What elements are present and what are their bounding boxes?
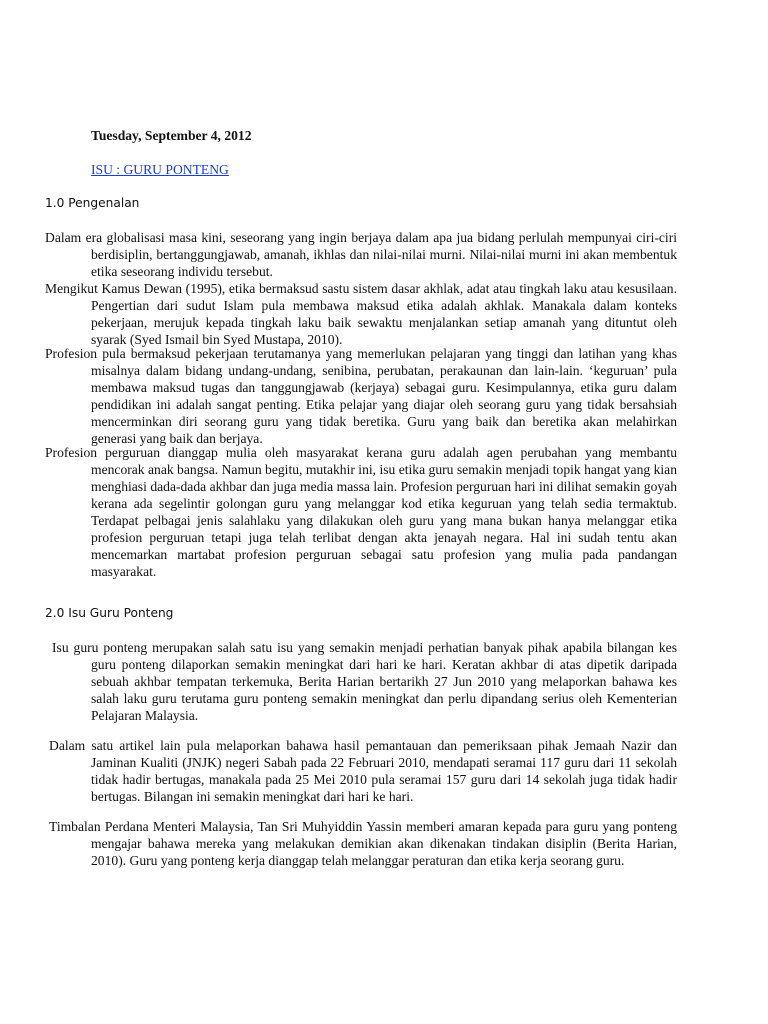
section-heading-isu-guru-ponteng: 2.0 Isu Guru Ponteng [45, 606, 174, 620]
paragraph-profesion [45, 345, 677, 447]
post-date: Tuesday, September 4, 2012 [91, 128, 252, 143]
paragraph-text: Dalam era globalisasi masa kini, seseorang yang ingin berjaya dalam apa jua bidang perlulah mempunyai ciri-ciri berdisiplin, bertanggungjawab, amanah, ikhlas dan nilai-nilai murni. Nilai-nilai murni ini akan membentuk etika seseorang individu tersebut. [45, 230, 677, 279]
paragraph-text: Dalam satu artikel lain pula melaporkan bahawa hasil pemantauan dan pemeriksaan pihak Jemaah Nazir dan Jaminan Kualiti (JNJK) negeri Sabah pada 22 Februari 2010, mendapati seramai 117 guru dari 11 sekolah tidak hadir bertugas, manakala pada 25 Mei 2010 pula seramai 157 guru dari 14 sekolah juga tidak hadir bertugas. Bilangan ini semakin meningkat dari hari ke hari. [49, 738, 677, 804]
paragraph-kamus-dewan [45, 280, 677, 348]
paragraph-profesion-perguruan [45, 444, 677, 580]
paragraph-text: Mengikut Kamus Dewan (1995), etika bermaksud sastu sistem dasar akhlak, adat atau tingkah laku atau kesusilaan. Pengertian dari sudut Islam pula membawa maksud etika adalah akhlak. Manakala dalam konteks pekerjaan, merujuk kepada tingkah laku baik sewaktu menjalankan setiap amanah yang dituntut oleh syarak (Syed Ismail bin Syed Mustapa, 2010). [45, 281, 677, 347]
paragraph-globalisasi [45, 229, 677, 280]
section-heading-pengenalan: 1.0 Pengenalan [45, 196, 140, 210]
paragraph-jnjk-sabah [49, 737, 677, 805]
paragraph-text: Isu guru ponteng merupakan salah satu isu yang semakin menjadi perhatian banyak pihak apabila bilangan kes guru ponteng dilaporkan semakin meningkat dari hari ke hari. Keratan akhbar di atas dipetik daripada sebuah akhbar tempatan terkemuka, Berita Harian bertarikh 27 Jun 2010 yang melaporkan bahawa kes salah laku guru terutama guru ponteng semakin meningkat dan perlu dipandang serius oleh Kementerian Pelajaran Malaysia. [52, 640, 677, 723]
paragraph-text: Timbalan Perdana Menteri Malaysia, Tan Sri Muhyiddin Yassin memberi amaran kepada para guru yang ponteng mengajar bahawa mereka yang melakukan demikian akan dikenakan tindakan disiplin (Berita Harian, 2010). Guru yang ponteng kerja dianggap telah melanggar peraturan dan etika kerja seorang guru. [49, 819, 677, 868]
paragraph-timbalan-perdana-menteri [49, 818, 677, 869]
paragraph-text: Profesion perguruan dianggap mulia oleh masyarakat kerana guru adalah agen perubahan yang membantu mencorak anak bangsa. Namun begitu, mutakhir ini, isu etika guru semakin menjadi topik hangat yang kian menghiasi dada-dada akhbar dan juga media massa lain. Profesion perguruan hari ini dilihat semakin goyah kerana ada segelintir golongan guru yang melanggar kod etika keguruan yang telah sedia termaktub. Terdapat pelbagai jenis salahlaku yang dilakukan oleh guru yang mana bukan hanya melanggar etika profesion perguruan tetapi juga telah terlibat dengan akta jenayah negara. Hal ini sudah tentu akan mencemarkan martabat profesion perguruan sebagai satu profesion yang mulia pada pandangan masyarakat. [45, 445, 677, 579]
paragraph-isu-guru-ponteng [52, 639, 677, 724]
paragraph-text: Profesion pula bermaksud pekerjaan terutamanya yang memerlukan pelajaran yang tinggi dan latihan yang khas misalnya dalam bidang undang-undang, senibina, perubatan, perakaunan dan lain-lain. ‘keguruan’ pula membawa maksud tugas dan tanggungjawab (kerjaya) sebagai guru. Kesimpulannya, etika guru dalam pendidikan ini adalah sangat penting. Etika pelajar yang diajar oleh seorang guru yang tidak bersahsiah mencerminkan diri seorang guru yang tidak beretika. Guru yang baik dan beretika akan melahirkan generasi yang baik dan berjaya. [45, 346, 677, 446]
post-title-link[interactable]: ISU : GURU PONTENG [91, 162, 229, 177]
